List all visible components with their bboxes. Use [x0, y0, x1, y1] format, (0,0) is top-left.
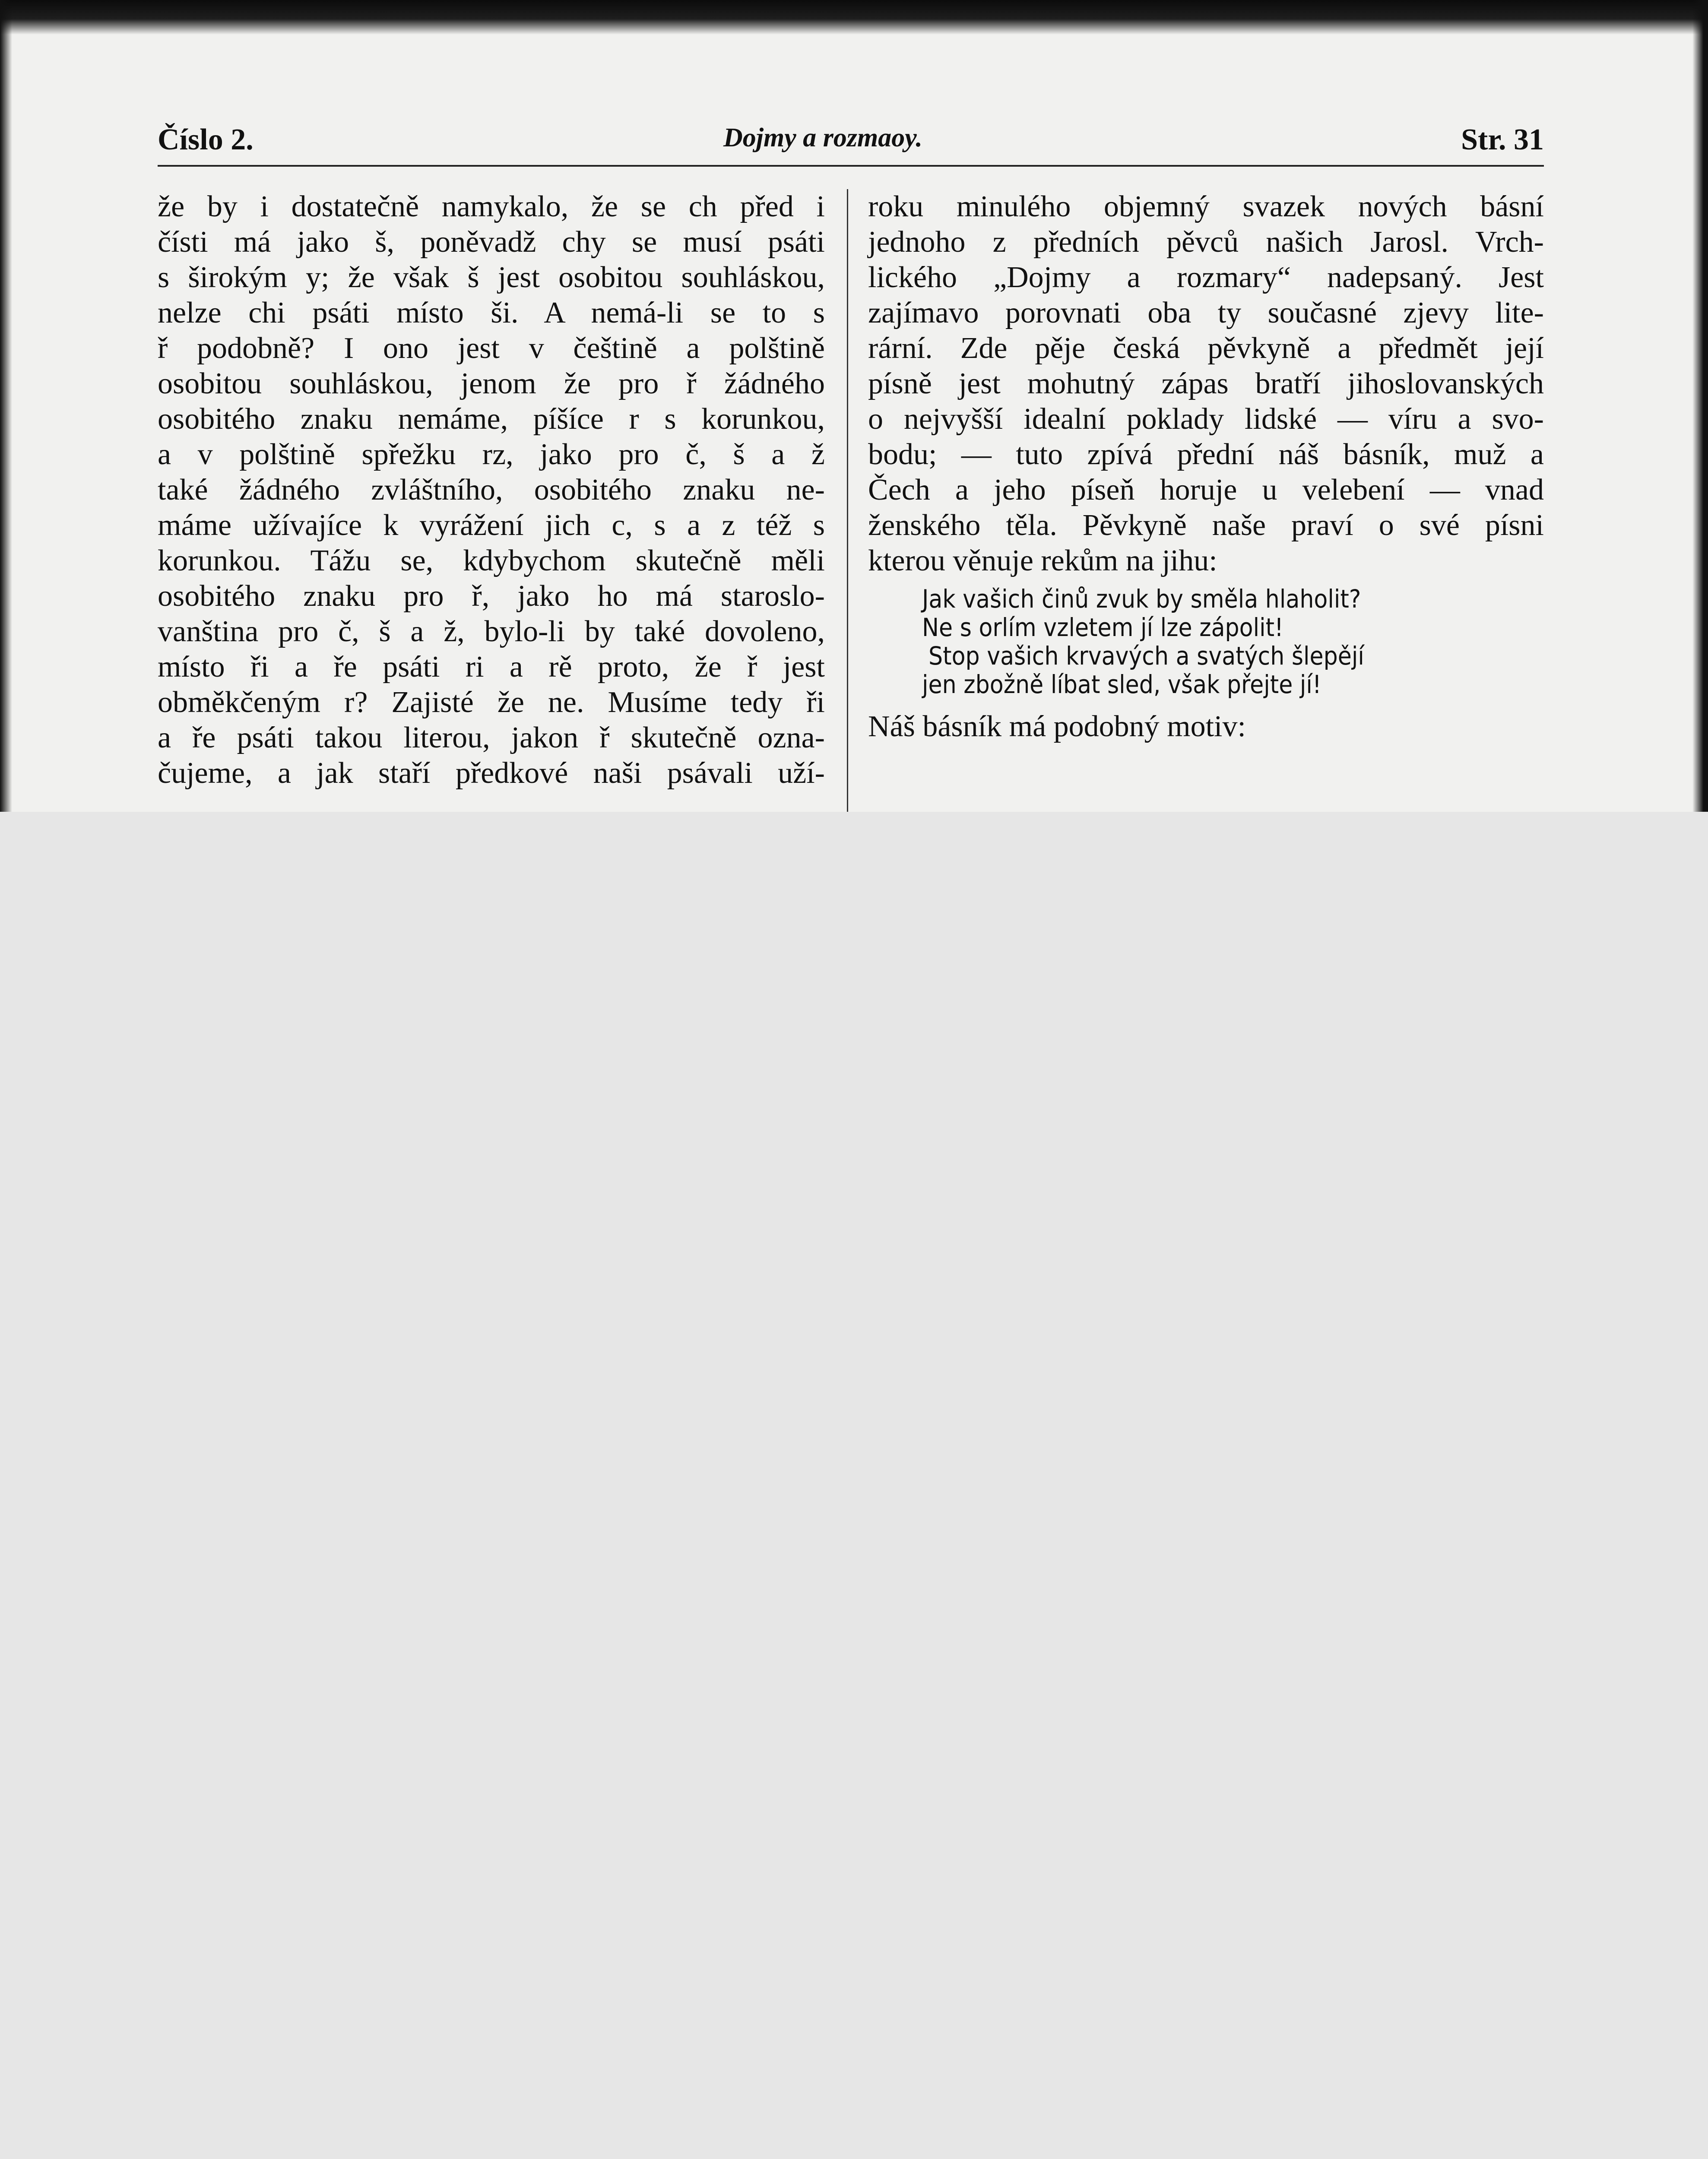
text-line: roku minulého objemný svazek nových básní — [868, 190, 1544, 223]
text-line: nelze chi psáti místo ši. A nemá-li se to s — [158, 296, 825, 329]
text-line: a v polštině spřežku rz, jako pro č, š a ž — [158, 438, 825, 471]
text-line: bodu; — tuto zpívá přední náš básník, muž a — [868, 438, 1544, 471]
poem-line: jen zbožně líbat sled, však přejte jí! — [922, 670, 1321, 699]
poem-quote — [868, 585, 1544, 699]
scan-top-edge — [0, 0, 1708, 35]
text-line: lického „Dojmy a rozmary“ nadepsaný. Jest — [868, 261, 1544, 294]
text-line: a ře psáti takou literou, jakon ř skutečně ozna- — [158, 721, 825, 754]
text-line: jednoho z předních pěvců našich Jarosl. Vrch- — [868, 225, 1544, 259]
text-line: Náš básník má podobný motiv: — [868, 710, 1246, 743]
text-line: čujeme, a jak staří předkové naši psávali uží- — [158, 757, 825, 790]
scanned-page — [0, 0, 1708, 812]
text-line: písně jest mohutný zápas bratří jihoslovanských — [868, 367, 1544, 400]
poem-line: Jak vašich činů zvuk by směla hlaholit? — [922, 584, 1361, 614]
text-line: ř podobně? I ono jest v češtině a polštině — [158, 332, 825, 365]
right-column — [868, 189, 1544, 744]
poem-line: Ne s orlím vzletem jí lze zápolit! — [922, 613, 1283, 642]
text-line: s širokým y; že však š jest osobitou souhláskou, — [158, 261, 825, 294]
text-line: osobitého znaku nemáme, píšíce r s korunkou, — [158, 402, 825, 436]
text-line: ženského těla. Pěvkyně naše praví o své písni — [868, 509, 1544, 542]
text-line: o nejvyšší idealní poklady lidské — víru a svo- — [868, 402, 1544, 436]
text-line: místo ři a ře psáti ri a rě proto, že ř jest — [158, 650, 825, 684]
text-line: zajímavo porovnati oba ty současné zjevy lite- — [868, 296, 1544, 329]
text-line: obměkčeným r? Zajisté že ne. Musíme tedy ři — [158, 686, 825, 719]
text-line: kterou věnuje rekům na jihu: — [868, 544, 1217, 577]
text-line: vanština pro č, š a ž, bylo-li by také dovoleno, — [158, 615, 825, 648]
scan-right-edge — [1692, 0, 1708, 812]
text-line: korunkou. Tážu se, kdybychom skutečně měli — [158, 544, 825, 577]
text-line: máme užívajíce k vyrážení jich c, s a z též s — [158, 509, 825, 542]
text-line: také žádného zvláštního, osobitého znaku ne- — [158, 473, 825, 507]
text-line: čísti má jako š, poněvadž chy se musí psáti — [158, 225, 825, 259]
text-line: osobitou souhláskou, jenom že pro ř žádného — [158, 367, 825, 400]
poem-line: Stop vašich krvavých a svatých šlepějí — [928, 641, 1364, 671]
page-content — [158, 117, 1544, 790]
scan-left-edge — [0, 0, 12, 812]
page-number: Str. 31 — [1461, 123, 1544, 156]
left-column — [158, 189, 825, 791]
text-line: osobitého znaku pro ř, jako ho má staroslo- — [158, 579, 825, 613]
running-title: Dojmy a rozmaoy. — [723, 123, 922, 152]
issue-number: Číslo 2. — [158, 123, 254, 156]
text-line: že by i dostatečně namykalo, že se ch před i — [158, 190, 825, 223]
running-header — [158, 117, 1544, 167]
text-line: rární. Zde pěje česká pěvkyně a předmět její — [868, 332, 1544, 365]
column-divider — [847, 189, 848, 812]
text-line: Čech a jeho píseň horuje u velebení — vnad — [868, 473, 1544, 507]
